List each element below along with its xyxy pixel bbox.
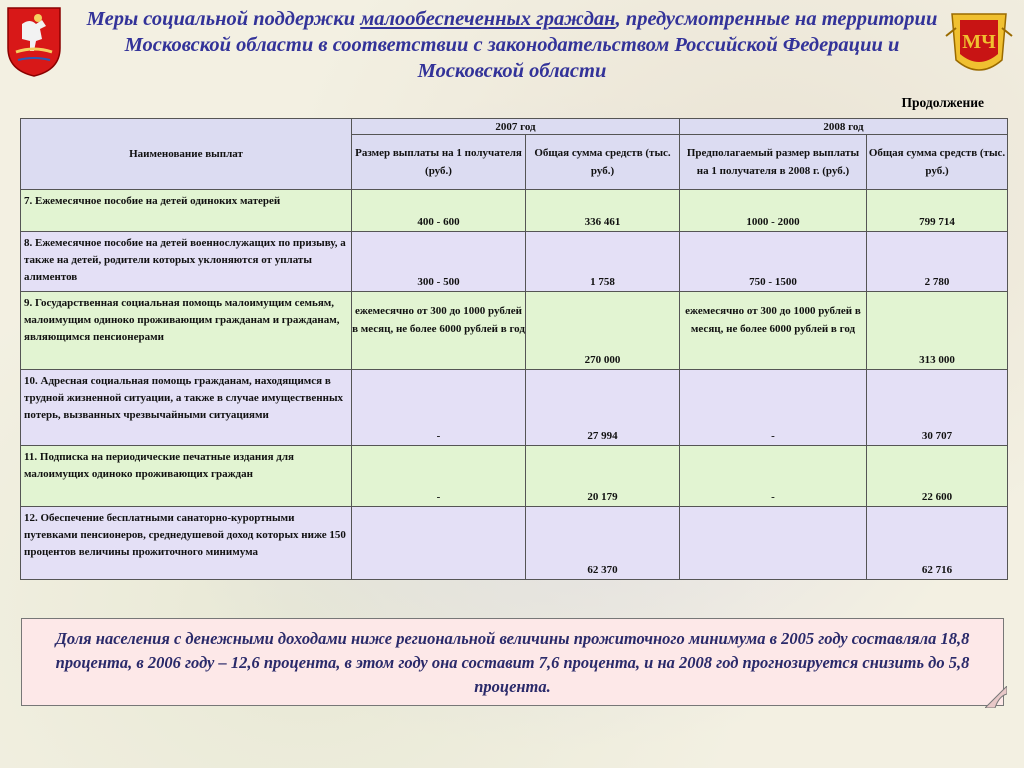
col-header-2007-rate: Размер выплаты на 1 получателя (руб.) — [352, 135, 526, 190]
coat-of-arms-icon — [4, 4, 64, 78]
row-total-2008: 313 000 — [867, 292, 1008, 370]
row-rate-2008: ежемесячно от 300 до 1000 рублей в месяц, не более 6000 рублей в год — [680, 292, 867, 370]
row-total-2007: 62 370 — [526, 507, 680, 580]
row-rate-2007: - — [352, 370, 526, 446]
row-rate-2008: 750 - 1500 — [680, 232, 867, 292]
table-row — [21, 292, 1008, 370]
header-row-years — [21, 119, 1008, 135]
table-row — [21, 446, 1008, 507]
row-rate-2008: 1000 - 2000 — [680, 190, 867, 232]
table-row — [21, 232, 1008, 292]
row-total-2007: 1 758 — [526, 232, 680, 292]
row-rate-2008 — [680, 507, 867, 580]
row-rate-2007: ежемесячно от 300 до 1000 рублей в месяц, не более 6000 рублей в год — [352, 292, 526, 370]
table-row — [21, 370, 1008, 446]
row-total-2007: 270 000 — [526, 292, 680, 370]
row-rate-2008: - — [680, 370, 867, 446]
row-name: 7. Ежемесячное пособие на детей одиноких матерей — [21, 190, 352, 232]
row-rate-2007: - — [352, 446, 526, 507]
svg-text:МЧ: МЧ — [962, 31, 996, 53]
col-header-2008: 2008 год — [680, 119, 1008, 135]
row-name: 9. Государственная социальная помощь малоимущим семьям, малоимущим одиноко проживающим гражданам и гражданам, являющимся пенсионерами — [21, 292, 352, 370]
row-total-2008: 62 716 — [867, 507, 1008, 580]
row-total-2008: 2 780 — [867, 232, 1008, 292]
row-name: 11. Подписка на периодические печатные издания для малоимущих одиноко проживающих граждан — [21, 446, 352, 507]
row-total-2008: 799 714 — [867, 190, 1008, 232]
row-total-2008: 30 707 — [867, 370, 1008, 446]
row-total-2008: 22 600 — [867, 446, 1008, 507]
row-total-2007: 336 461 — [526, 190, 680, 232]
col-header-2007: 2007 год — [352, 119, 680, 135]
table-row — [21, 190, 1008, 232]
row-total-2007: 27 994 — [526, 370, 680, 446]
row-total-2007: 20 179 — [526, 446, 680, 507]
col-header-2008-total: Общая сумма средств (тыс. руб.) — [867, 135, 1008, 190]
row-rate-2007: 400 - 600 — [352, 190, 526, 232]
continuation-label: Продолжение — [901, 95, 984, 110]
col-header-2008-rate: Предполагаемый размер выплаты на 1 получателя в 2008 г. (руб.) — [680, 135, 867, 190]
col-header-2007-total: Общая сумма средств (тыс. руб.) — [526, 135, 680, 190]
row-name: 10. Адресная социальная помощь гражданам, находящимся в трудной жизненной ситуации, а также в случае имущественных потерь, вызванных чрезвычайными ситуациями — [21, 370, 352, 446]
row-rate-2007 — [352, 507, 526, 580]
row-rate-2008: - — [680, 446, 867, 507]
page-title: Меры социальной поддержки малообеспеченных граждан, предусмотренные на территории Московской области в соответствии с законодательством Российской Федерации и Московской области — [86, 8, 938, 82]
military-emblem-icon — [942, 6, 1016, 82]
row-name: 12. Обеспечение бесплатными санаторно-курортными путевками пенсионеров, среднедушевой доход которых ниже 150 процентов величины прожиточного минимума — [21, 507, 352, 580]
table-row — [21, 507, 1008, 580]
row-name: 8. Ежемесячное пособие на детей военнослужащих по призыву, а также на детей, родители которых уклоняются от уплаты алиментов — [21, 232, 352, 292]
summary-note: Доля населения с денежными доходами ниже региональной величины прожиточного минимума в 2005 году составляла 18,8 процента, в 2006 году – 12,6 процента, в этом году она составит 7,6 процента, и на 2008 год прогнозируется снизить до 5,8 процента. — [21, 618, 1004, 706]
page-curl-icon — [985, 686, 1007, 708]
col-header-name: Наименование выплат — [21, 119, 352, 190]
row-rate-2007: 300 - 500 — [352, 232, 526, 292]
payments-table — [20, 118, 1008, 580]
